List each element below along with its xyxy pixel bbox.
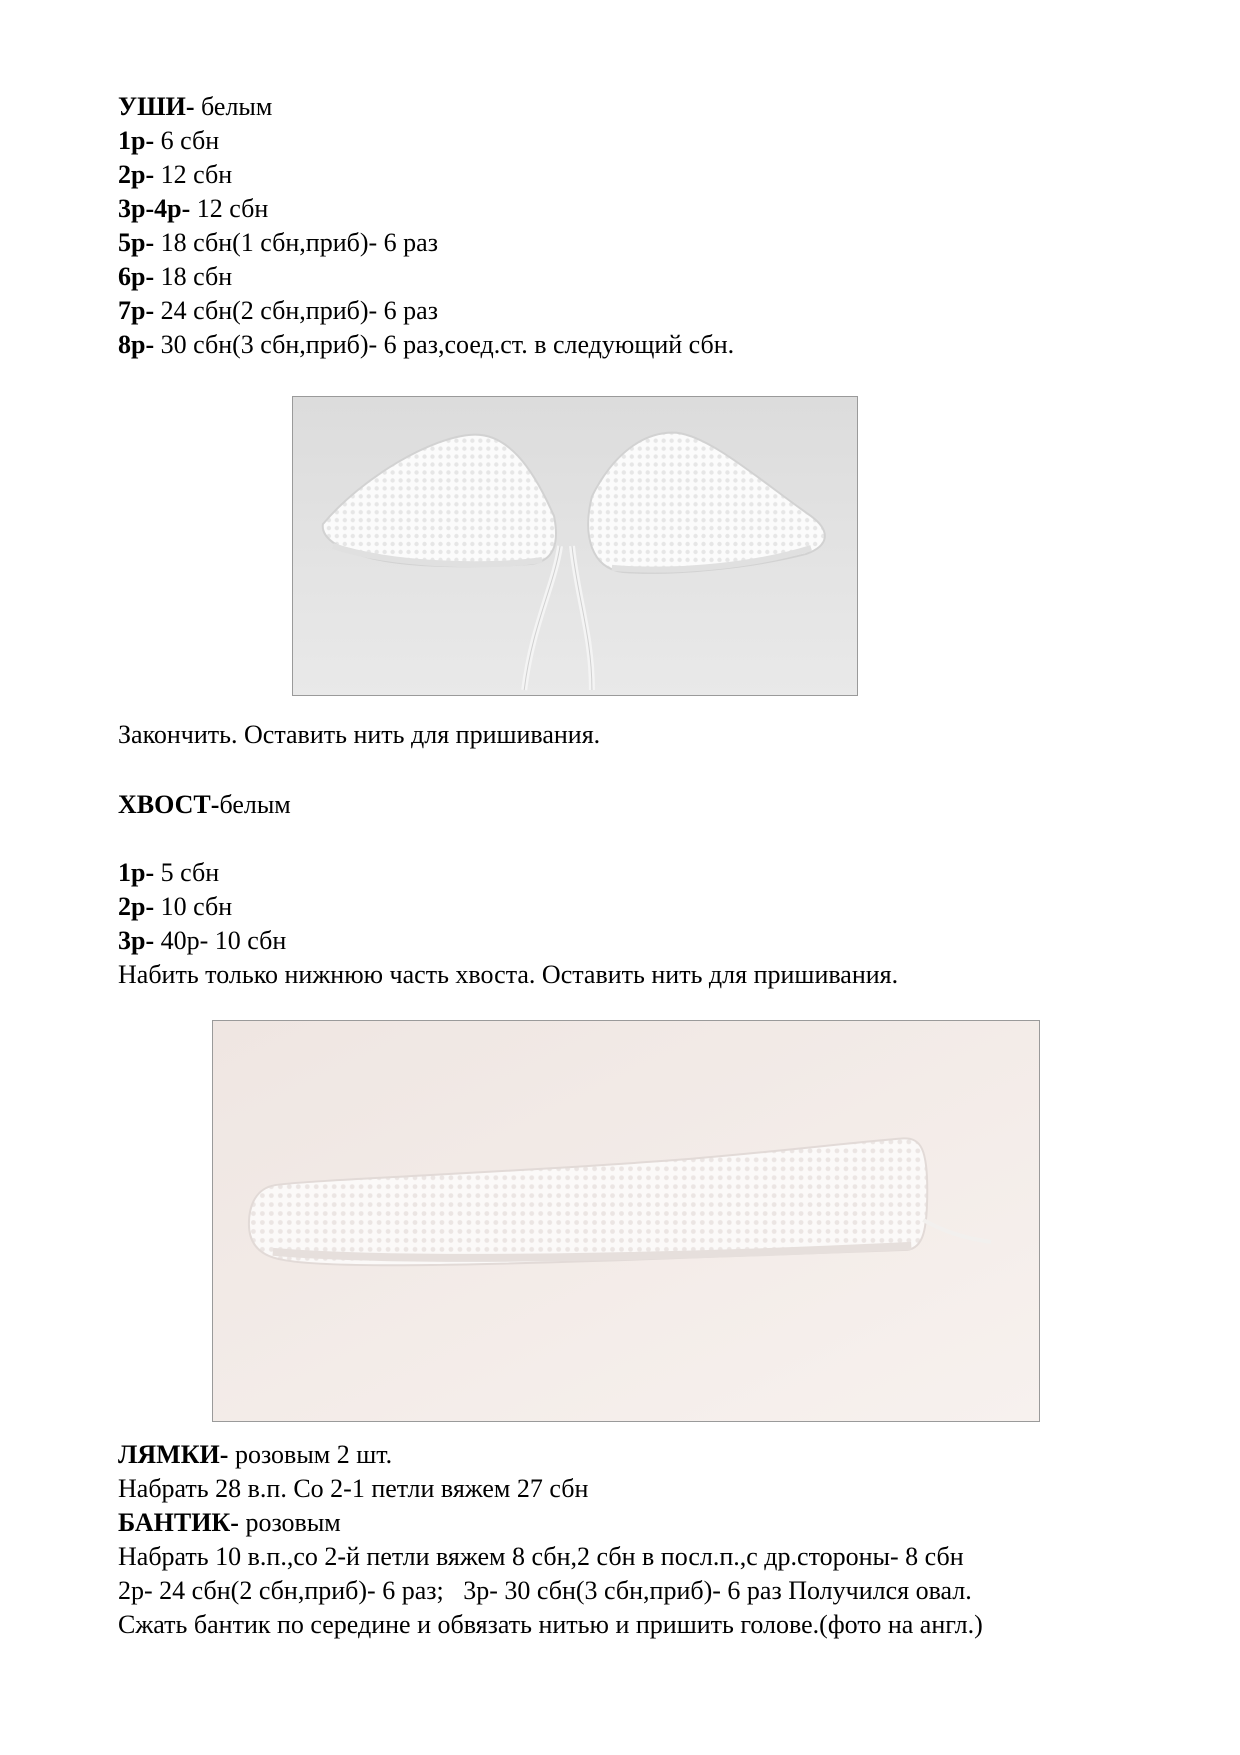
bow-line: Набрать 10 в.п.,со 2-й петли вяжем 8 сбн,2 сбн в посл.п.,с др.стороны- 8 сбн (118, 1542, 964, 1571)
ears-row (118, 262, 232, 292)
row-text: 6 сбн (154, 126, 220, 155)
row-text: 5 сбн (154, 858, 220, 887)
row-label: 8р- (118, 330, 155, 359)
row-text: 40р- 10 сбн (154, 926, 287, 955)
ears-row (118, 296, 438, 326)
bow-heading-line (118, 1508, 341, 1538)
ears-heading-line (118, 92, 272, 122)
bow-line: Сжать бантик по середине и обвязать нитью и пришить голове.(фото на англ.) (118, 1610, 983, 1639)
straps-text: Набрать 28 в.п. Со 2-1 петли вяжем 27 сбн (118, 1474, 589, 1503)
ears-finish-text: Закончить. Оставить нить для пришивания. (118, 720, 601, 749)
ears-color-note: белым (194, 92, 273, 121)
row-label: 2р- (118, 892, 155, 921)
ears-row (118, 330, 734, 360)
ears-photo (292, 396, 858, 696)
row-text: 18 сбн(1 сбн,приб)- 6 раз (154, 228, 438, 257)
row-label: 5р- (118, 228, 155, 257)
tail-row (118, 858, 219, 888)
ears-heading: УШИ- (118, 92, 195, 121)
row-text: 24 сбн(2 сбн,приб)- 6 раз (154, 296, 438, 325)
row-text: 30 сбн(3 сбн,приб)- 6 раз,соед.ст. в следующий сбн. (154, 330, 735, 359)
tail-row (118, 926, 286, 956)
row-text: 18 сбн (154, 262, 233, 291)
tail-photo (212, 1020, 1040, 1422)
tail-heading-line (118, 790, 291, 820)
tail-heading: ХВОСТ- (118, 790, 220, 819)
ears-row (118, 228, 438, 258)
row-text: 10 сбн (154, 892, 233, 921)
ears-row (118, 126, 219, 156)
bow-line: 2р- 24 сбн(2 сбн,приб)- 6 раз; 3р- 30 сбн(3 сбн,приб)- 6 раз Получился овал. (118, 1576, 972, 1605)
row-text: 12 сбн (154, 160, 233, 189)
row-label: 1р- (118, 126, 155, 155)
row-text: 12 сбн (190, 194, 269, 223)
tail-row (118, 892, 232, 922)
straps-color-note: розовым 2 шт. (228, 1440, 393, 1469)
bow-heading: БАНТИК- (118, 1508, 239, 1537)
tail-color-note: белым (219, 790, 291, 819)
straps-heading-line (118, 1440, 392, 1470)
row-label: 3р- (118, 926, 155, 955)
row-label: 6р- (118, 262, 155, 291)
ears-row (118, 194, 268, 224)
row-label: 3р-4р- (118, 194, 191, 223)
bow-color-note: розовым (238, 1508, 341, 1537)
row-label: 1р- (118, 858, 155, 887)
row-label: 2р- (118, 160, 155, 189)
row-label: 7р- (118, 296, 155, 325)
ears-row (118, 160, 232, 190)
tail-note: Набить только нижнюю часть хвоста. Оставить нить для пришивания. (118, 960, 899, 989)
straps-heading: ЛЯМКИ- (118, 1440, 229, 1469)
